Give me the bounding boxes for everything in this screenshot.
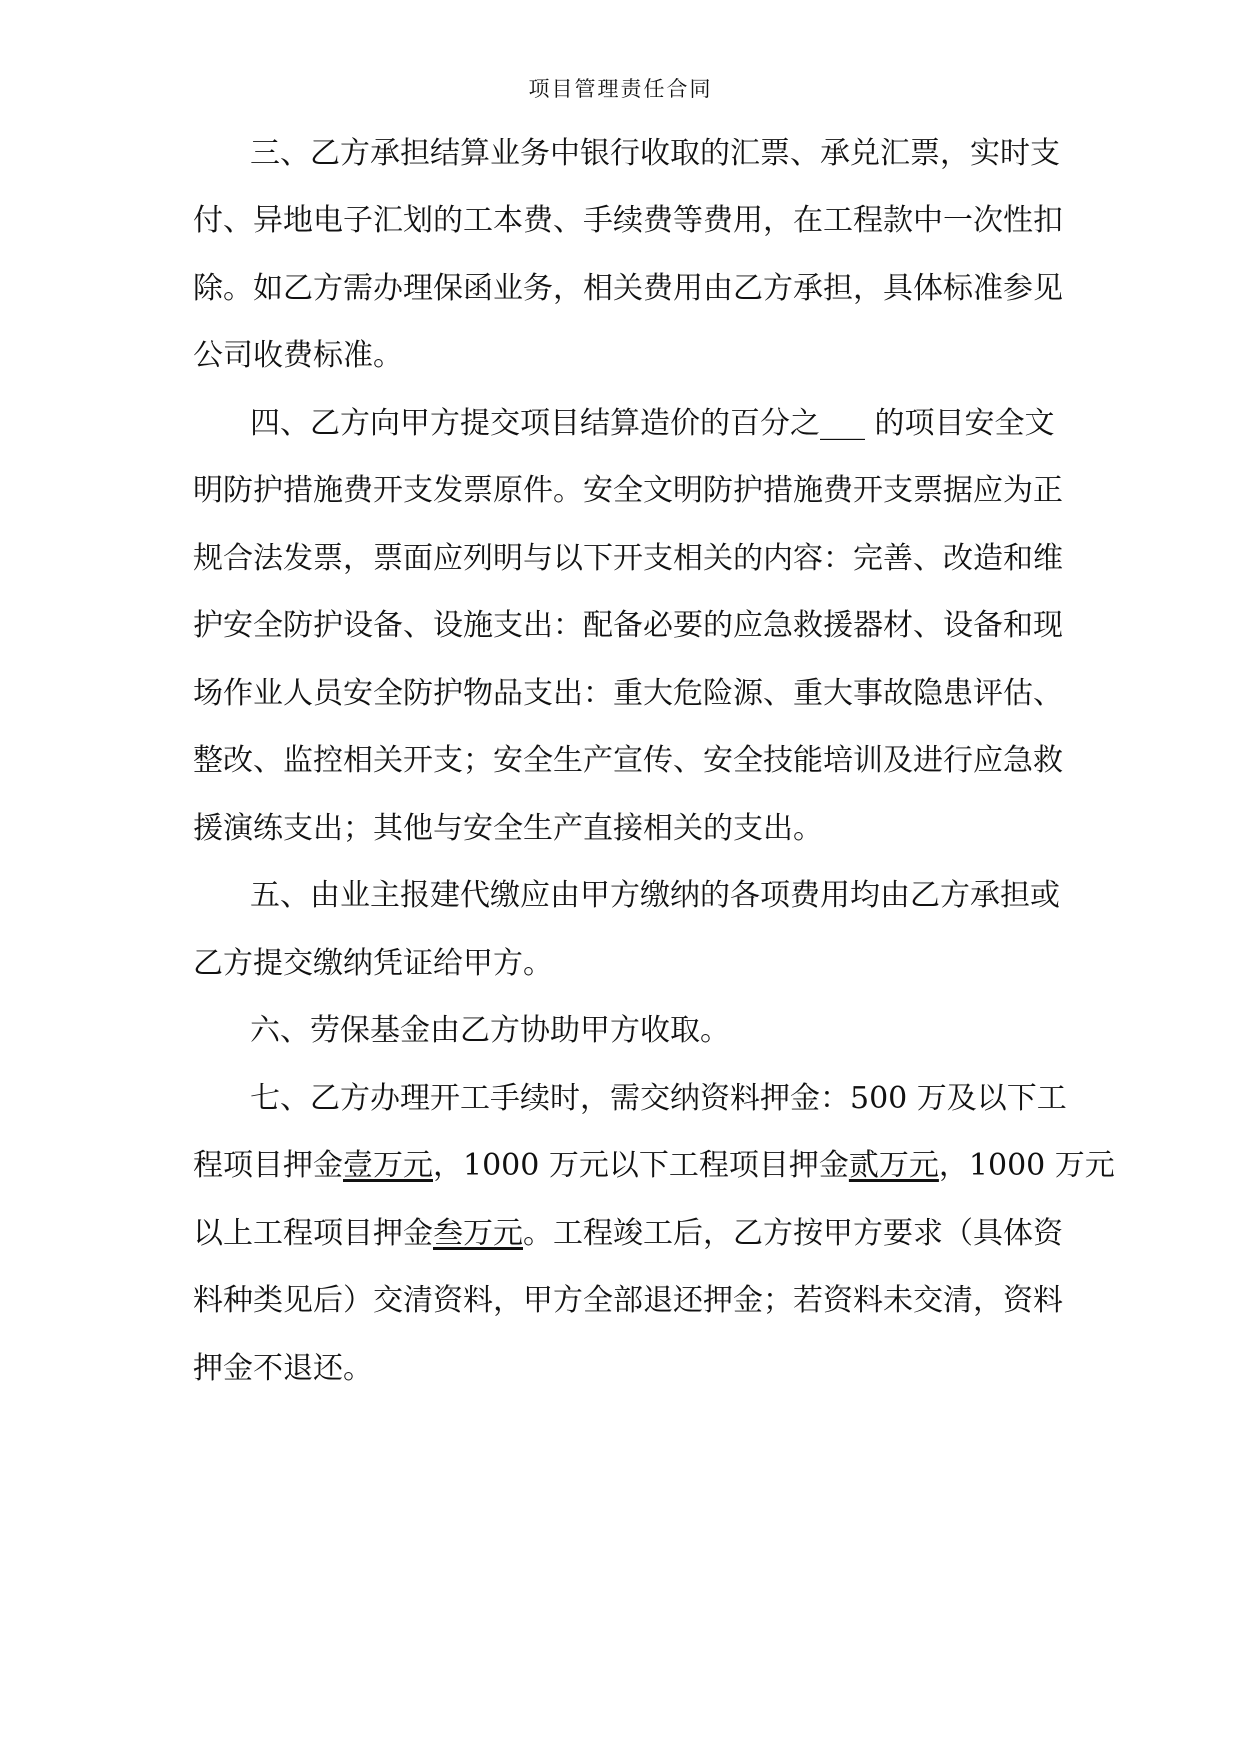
clause-4-line-2: 明防护措施费开支发票原件。安全文明防护措施费开支票据应为正 [193,473,1063,508]
clause-3-line-4: 公司收费标准。 [193,338,403,373]
clause-7-line-2-text-a: 程项目押金 [193,1148,343,1183]
clause-7-line-1: 七、乙方办理开工手续时，需交纳资料押金：500 万及以下工 [250,1081,1067,1116]
clause-3-line-3: 除。如乙方需办理保函业务，相关费用由乙方承担，具体标准参见 [193,271,1063,306]
deposit-amount-1: 壹万元 [343,1148,433,1183]
clause-4-line-5: 场作业人员安全防护物品支出：重大危险源、重大事故隐患评估、 [193,676,1063,711]
clause-4-line-3: 规合法发票，票面应列明与以下开支相关的内容：完善、改造和维 [193,541,1063,576]
page-header-title: 项目管理责任合同 [528,77,713,101]
clause-3-line-1: 三、乙方承担结算业务中银行收取的汇票、承兑汇票，实时支 [250,136,1060,171]
deposit-amount-2: 贰万元 [848,1148,939,1183]
clause-4-line-7: 援演练支出；其他与安全生产直接相关的支出。 [193,811,823,846]
clause-7-line-4: 料种类见后）交清资料，甲方全部退还押金；若资料未交清，资料 [193,1283,1063,1318]
clause-6-line-1: 六、劳保基金由乙方协助甲方收取。 [250,1013,730,1048]
clause-4-line-6: 整改、监控相关开支；安全生产宣传、安全技能培训及进行应急救 [193,743,1063,778]
clause-7-line-2-text-e: ，1000 万元 [938,1148,1115,1183]
clause-7-line-2 [193,1146,1115,1186]
clause-3-line-2: 付、异地电子汇划的工本费、手续费等费用，在工程款中一次性扣 [193,203,1063,238]
clause-7-line-3-text-c: 。工程竣工后，乙方按甲方要求（具体资 [523,1216,1063,1251]
clause-7-line-2-text-c: ，1000 万元以下工程项目押金 [433,1148,849,1183]
clause-7-line-3 [193,1214,1063,1254]
deposit-amount-3: 叁万元 [433,1216,523,1251]
clause-4-line-4: 护安全防护设备、设施支出：配备必要的应急救援器材、设备和现 [193,608,1063,643]
clause-5-line-1: 五、由业主报建代缴应由甲方缴纳的各项费用均由乙方承担或 [250,878,1060,913]
clause-5-line-2: 乙方提交缴纳凭证给甲方。 [193,946,553,981]
clause-4-line-1: 四、乙方向甲方提交项目结算造价的百分之___ 的项目安全文 [250,406,1055,441]
clause-7-line-5: 押金不退还。 [193,1351,373,1386]
clause-7-line-3-text-a: 以上工程项目押金 [193,1216,433,1251]
